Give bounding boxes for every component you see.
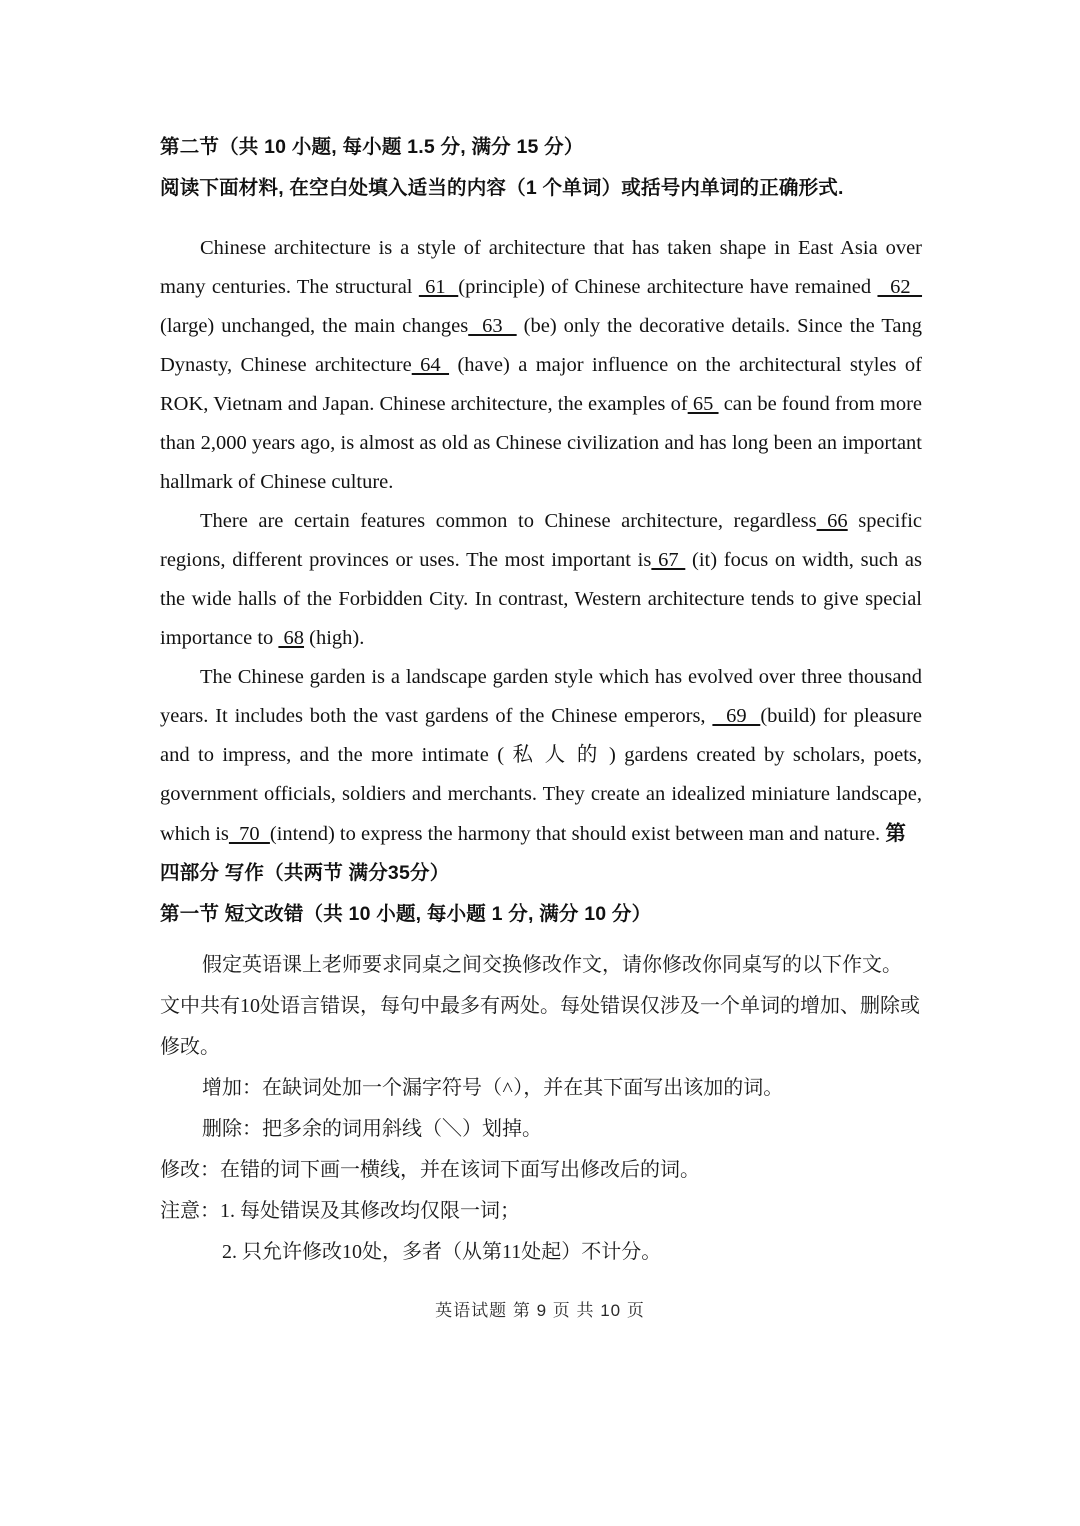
spacer	[160, 219, 922, 229]
blank-63[interactable]: 63	[468, 315, 517, 337]
part-four-heading: 四部分 写作（共两节 满分35分）	[160, 862, 450, 884]
cloze-text-2d: (high).	[304, 627, 365, 649]
cloze-text-1c: (large) unchanged, the main changes	[160, 315, 469, 337]
correction-notes	[160, 1191, 922, 1273]
correction-rule-delete	[160, 1109, 922, 1150]
correction-note-1: 1. 每处错误及其修改均仅限一词；	[220, 1200, 520, 1222]
cloze-text-1d: (be) only the decorative details. Since the Tang Dynasty, Chinese architecture	[160, 315, 923, 376]
section-two-instruction: 阅读下面材料, 在空白处填入适当的内容（1 个单词）或括号内单词的正确形式.	[160, 176, 844, 199]
cloze-text-2b: specific regions, different provinces or uses. The most important is	[160, 510, 922, 571]
correction-rule-modify-text: 修改：在错的词下画一横线，并在该词下面写出修改后的词。	[160, 1159, 700, 1181]
cloze-text-1b: (principle) of Chinese architecture have remained	[458, 276, 878, 298]
exam-page-content	[160, 138, 922, 1273]
blank-65[interactable]: 65	[687, 393, 719, 415]
correction-rule-delete-text: 删除：把多余的词用斜线（＼）划掉。	[202, 1118, 542, 1140]
correction-notes-label: 注意：	[160, 1200, 220, 1222]
blank-69[interactable]: 69	[712, 705, 761, 727]
correction-intro-line-2: 文中共有10处语言错误，每句中最多有两处。每处错误仅涉及一个单词的增加、删除或	[160, 995, 920, 1017]
part-four-heading-wrap-char: 第	[885, 822, 906, 845]
cloze-text-3b: (build) for pleasure and to impress, and the more intimate ( 私 人 的 ) gardens created by scholars, poets, government officials, soldiers and merchants. They create an idealized miniature landscape, which is	[160, 705, 923, 845]
page-footer: 英语试题 第 9 页 共 10 页	[435, 1301, 645, 1320]
correction-intro-line-1: 假定英语课上老师要求同桌之间交换修改作文，请你修改你同桌写的以下作文。	[202, 954, 902, 976]
cloze-paragraph-3	[160, 658, 922, 854]
correction-intro-line-3: 修改。	[160, 1036, 220, 1058]
section-two-heading: 第二节（共 10 小题, 每小题 1.5 分, 满分 15 分）	[160, 136, 584, 158]
correction-rule-modify	[160, 1150, 922, 1191]
correction-rule-add-text: 增加：在缺词处加一个漏字符号（˄），并在其下面写出该加的词。	[202, 1077, 784, 1099]
blank-61[interactable]: 61	[418, 276, 459, 298]
blank-64[interactable]: 64	[411, 354, 450, 376]
cloze-text-1f: can be found from more than 2,000 years ago, is almost as old as Chinese civilization and has long been an important hallmark of Chinese culture.	[160, 393, 923, 493]
cloze-text-3a: The Chinese garden is a landscape garden style which has evolved over three thousand years. It includes both the vast gardens of the Chinese emperors,	[160, 666, 922, 727]
part-four-section-one-heading: 第一节 短文改错（共 10 小题, 每小题 1 分, 满分 10 分）	[160, 902, 652, 925]
correction-intro	[160, 945, 922, 1068]
blank-70[interactable]: 70	[228, 823, 270, 845]
blank-66[interactable]: 66	[816, 510, 848, 532]
correction-note-2: 2. 只允许修改10处，多者（从第11处起）不计分。	[222, 1241, 662, 1263]
cloze-text-1e: (have) a major influence on the architectural styles of ROK, Vietnam and Japan. Chinese architecture, the examples of	[160, 354, 923, 415]
blank-62[interactable]: 62	[877, 276, 923, 298]
blank-67[interactable]: 67	[651, 549, 686, 571]
cloze-text-3c: (intend) to express the harmony that should exist between man and nature.	[269, 823, 886, 845]
cloze-paragraph-2	[160, 502, 922, 658]
correction-rule-add	[160, 1068, 922, 1109]
cloze-text-1a: Chinese architecture is a style of architecture that has taken shape in East Asia over many centuries. The structural	[160, 237, 922, 298]
blank-68[interactable]: 68	[278, 627, 305, 649]
cloze-paragraph-1	[160, 229, 922, 502]
cloze-text-2a: There are certain features common to Chinese architecture, regardless	[200, 510, 817, 532]
cloze-text-2c: (it) focus on width, such as the wide halls of the Forbidden City. In contrast, Western architecture tends to give special importance to	[160, 549, 923, 649]
